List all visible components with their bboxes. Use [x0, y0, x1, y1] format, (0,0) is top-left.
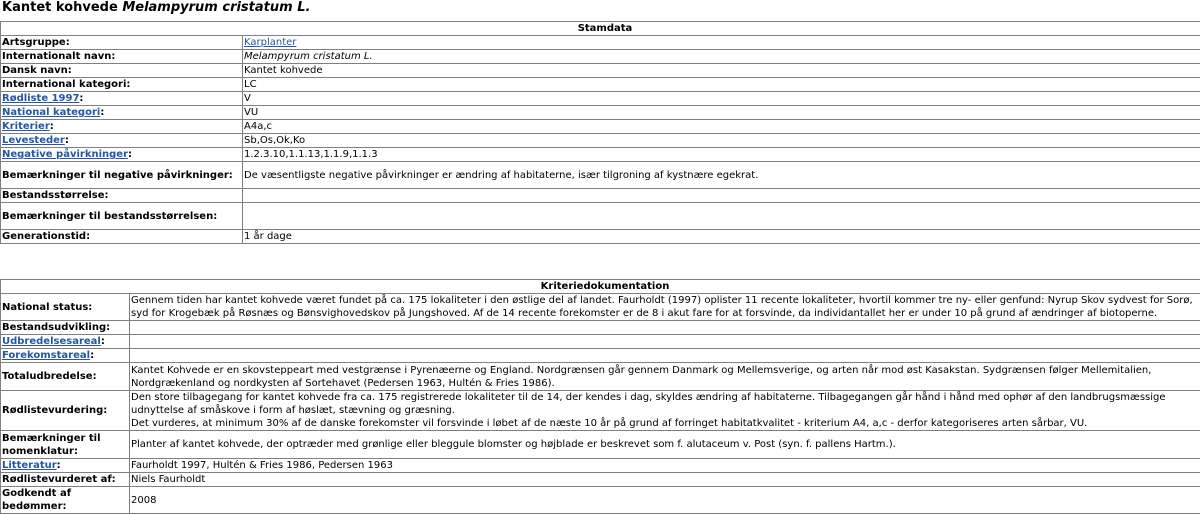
label-bemaerkninger-negative: Bemærkninger til negative påvirkninger: — [1, 162, 243, 189]
levesteder-link[interactable]: Levesteder — [2, 135, 65, 146]
value-generationstid: 1 år dage — [243, 230, 1200, 244]
national-kategori-link[interactable]: National kategori — [2, 107, 100, 118]
value-bemaerkninger-bestand — [243, 203, 1200, 230]
value-national-kategori: VU — [243, 106, 1200, 120]
cell-forekomstareal: Forekomstareal: — [1, 349, 130, 363]
negative-paavirkninger-link[interactable]: Negative påvirkninger — [2, 149, 128, 160]
forekomstareal-link[interactable]: Forekomstareal — [2, 350, 90, 361]
label-godkendt-af-bedoemmer: Godkendt af bedømmer: — [1, 487, 130, 514]
value-negative-paavirkninger: 1.2.3.10,1.1.13,1.1.9,1.1.3 — [243, 148, 1200, 162]
label-internationalt-navn: Internationalt navn: — [1, 50, 243, 64]
value-bestandsudvikling — [130, 321, 1200, 335]
label-totaludbredelse: Totaludbredelse: — [1, 363, 130, 391]
kriterie-table — [0, 279, 1200, 514]
title-common-name: Kantet kohvede — [2, 0, 118, 15]
roedlistevurdering-paragraph-2: Det vurderes, at minimum 30% af de danske forekomster vil forsvinde i løbet af de næste 10 år på grund af forringet habitatkvalitet - kriterium A4, a,c - derfor kategoriseres arten sårbar, VU. — [131, 417, 1200, 430]
page-title — [2, 0, 310, 16]
label-dansk-navn: Dansk navn: — [1, 64, 243, 78]
value-internationalt-navn: Melampyrum cristatum L. — [243, 50, 1200, 64]
cell-roedliste-1997: Rødliste 1997: — [1, 92, 243, 106]
label-international-kategori: International kategori: — [1, 78, 243, 92]
artsgruppe-link[interactable]: Karplanter — [244, 37, 296, 48]
cell-negative-paavirkninger: Negative påvirkninger: — [1, 148, 243, 162]
value-national-status: Gennem tiden har kantet kohvede været fundet på ca. 175 lokaliteter i den østlige del af landet. Faurholdt (1997) oplister 11 recente lokaliteter, hvortil kommer tre ny- eller genfund: Nyrup Skov sydvest for Sorø, syd for Krogebæk på Røsnæs og Bønsvighovedskov på Jungshoved. Af de 14 recente forekomster er de 8 i akut fare for at forsvinde, da individantallet her er under 10 på grund af ændringer af biotoperne. — [130, 294, 1200, 321]
value-totaludbredelse: Kantet Kohvede er en skovsteppeart med vestgrænse i Pyrenæerne og England. Nordgrænsen går gennem Danmark og Mellemsverige, og arten når mod øst Kasakstan. Sydgrænsen følger Mellemitalien, Nordgrækenland og nordkysten af Sortehavet (Pedersen 1963, Hultén & Fries 1986). — [130, 363, 1200, 391]
value-godkendt-af-bedoemmer: 2008 — [130, 487, 1200, 514]
value-udbredelsesareal — [130, 335, 1200, 349]
value-roedlistevurdering — [130, 391, 1200, 431]
cell-levesteder: Levesteder: — [1, 134, 243, 148]
value-levesteder: Sb,Os,Ok,Ko — [243, 134, 1200, 148]
cell-national-kategori: National kategori: — [1, 106, 243, 120]
stamdata-table — [0, 21, 1200, 244]
cell-litteratur: Litteratur: — [1, 459, 130, 473]
label-bestandsstoerrelse: Bestandsstørrelse: — [1, 189, 243, 203]
kriterie-heading: Kriteriedokumentation — [1, 280, 1200, 294]
roedliste-1997-link[interactable]: Rødliste 1997 — [2, 93, 79, 104]
label-national-status: National status: — [1, 294, 130, 321]
label-roedlistevurderet-af: Rødlistevurderet af: — [1, 473, 130, 487]
stamdata-heading: Stamdata — [1, 22, 1200, 36]
roedlistevurdering-paragraph-1: Den store tilbagegang for kantet kohvede fra ca. 175 registrerede lokaliteter til de 14, der kendes i dag, skyldes ændring af habitaterne. Tilbagegangen går hånd i hånd med ophør af den landbrugsmæssige udnyttelse af småskove i form af høslæt, stævning og græsning. — [131, 391, 1200, 417]
label-bemaerkninger-bestand: Bemærkninger til bestandsstørrelsen: — [1, 203, 243, 230]
value-litteratur: Faurholdt 1997, Hultén & Fries 1986, Pedersen 1963 — [130, 459, 1200, 473]
value-international-kategori: LC — [243, 78, 1200, 92]
label-bestandsudvikling: Bestandsudvikling: — [1, 321, 130, 335]
value-forekomstareal — [130, 349, 1200, 363]
label-roedlistevurdering: Rødlistevurdering: — [1, 391, 130, 431]
udbredelsesareal-link[interactable]: Udbredelsesareal — [2, 336, 101, 347]
label-bemaerkninger-nomenklatur: Bemærkninger til nomenklatur: — [1, 431, 130, 459]
litteratur-link[interactable]: Litteratur — [2, 460, 57, 471]
cell-udbredelsesareal: Udbredelsesareal: — [1, 335, 130, 349]
value-bemaerkninger-negative: De væsentligste negative påvirkninger er ændring af habitaterne, især tilgroning af kystnære egekrat. — [243, 162, 1200, 189]
value-dansk-navn: Kantet kohvede — [243, 64, 1200, 78]
label-artsgruppe: Artsgruppe: — [1, 36, 243, 50]
label-generationstid: Generationstid: — [1, 230, 243, 244]
value-bemaerkninger-nomenklatur: Planter af kantet kohvede, der optræder med grønlige eller bleggule blomster og højblade er beskrevet som f. alutaceum v. Post (syn. f. pallens Hartm.). — [130, 431, 1200, 459]
value-roedliste-1997: V — [243, 92, 1200, 106]
value-roedlistevurderet-af: Niels Faurholdt — [130, 473, 1200, 487]
cell-kriterier: Kriterier: — [1, 120, 243, 134]
title-latin-name: Melampyrum cristatum L. — [122, 0, 310, 15]
value-kriterier: A4a,c — [243, 120, 1200, 134]
kriterier-link[interactable]: Kriterier — [2, 121, 50, 132]
value-bestandsstoerrelse — [243, 189, 1200, 203]
